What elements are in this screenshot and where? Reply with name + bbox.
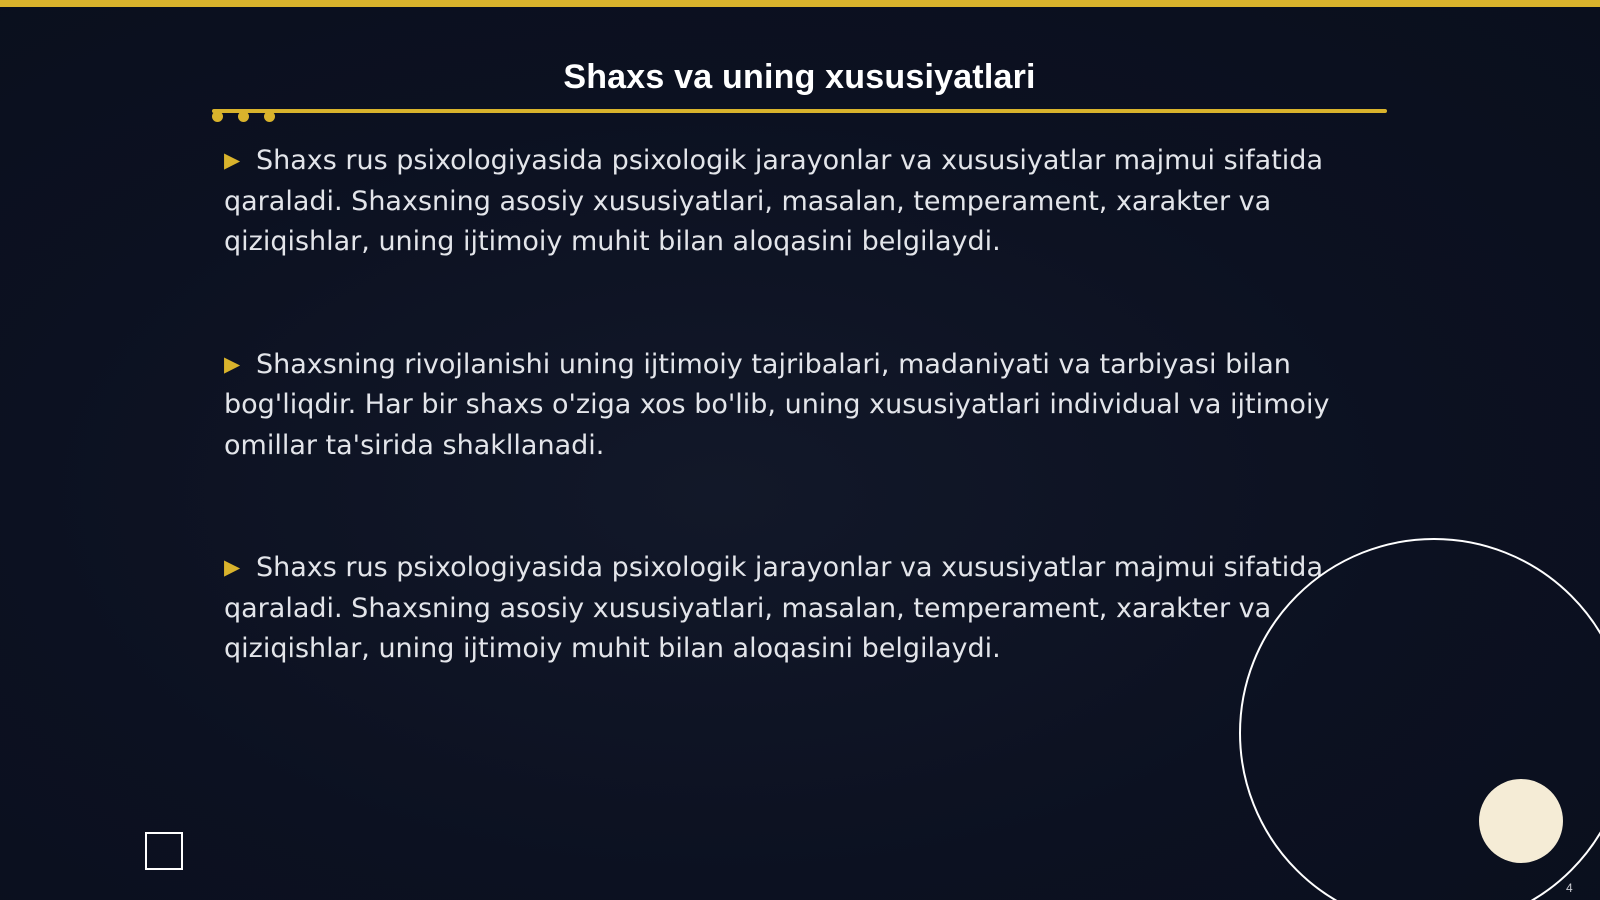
bullet-text: Shaxs rus psixologiyasida psixologik jarayonlar va xususiyatlar majmui sifatida qaraladi. Shaxsning asosiy xususiyatlari, masalan, temperament, xarakter va qiziqishlar, uning ijtimoiy muhit bilan aloqasini belgilaydi. — [224, 552, 1323, 664]
play-arrow-icon: ▶ — [224, 351, 241, 376]
decorative-dot — [264, 111, 275, 122]
play-arrow-icon: ▶ — [224, 555, 241, 579]
play-arrow-icon: ▶ — [224, 148, 241, 172]
title-underline — [212, 109, 1387, 113]
top-accent-bar — [0, 0, 1600, 7]
bullet-item — [224, 344, 1344, 467]
bullet-list — [224, 140, 1344, 751]
bullet-item — [224, 140, 1344, 263]
decorative-dot — [212, 111, 223, 122]
decorative-square-outline — [145, 832, 183, 870]
decorative-circle-filled — [1479, 779, 1563, 863]
bullet-item — [224, 547, 1344, 670]
decorative-dot — [238, 111, 249, 122]
slide-title: Shaxs va uning xususiyatlari — [563, 58, 1036, 96]
bullet-text: Shaxs rus psixologiyasida psixologik jarayonlar va xususiyatlar majmui sifatida qaraladi. Shaxsning asosiy xususiyatlari, masalan, temperament, xarakter va qiziqishlar, uning ijtimoiy muhit bilan aloqasini belgilaydi. — [224, 145, 1323, 257]
page-number: 4 — [1566, 881, 1573, 895]
bullet-text: Shaxsning rivojlanishi uning ijtimoiy tajribalari, madaniyati va tarbiyasi bilan bog'liqdir. Har bir shaxs o'ziga xos bo'lib, uning xususiyatlari individual va ijtimoiy omillar ta'sirida shakllanadi. — [224, 348, 1330, 461]
